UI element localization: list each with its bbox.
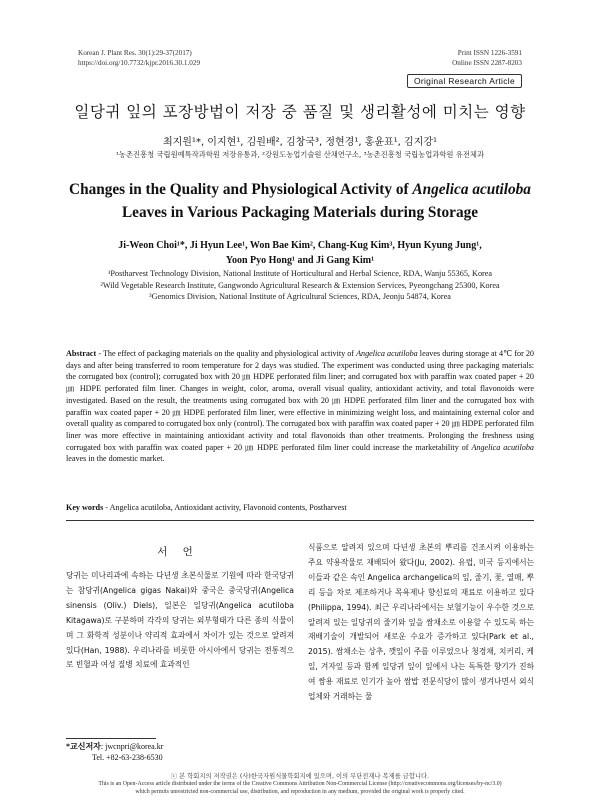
keywords-text: - Angelica acutiloba, Antioxidant activity, Flavonoid contents, Postharvest — [103, 503, 347, 512]
abstract-species: Angelica acutiloba — [356, 349, 418, 358]
keywords — [66, 502, 534, 514]
english-title — [60, 178, 540, 224]
introduction-left-column: 당귀는 미나리과에 속하는 다년생 초본식물로 기원에 따라 한국당귀는 참당귀(Angelica gigas Nakai)와 중국은 중국당귀(Angelica sinensis (Oliv.) Diels), 일본은 일당귀(Angelica acutiloba Kitagawa)로 구분하며 각각의 당귀는 외부형태가 다른 종의 식물이며 그 화학적 성분이나 약리적 효과에서 차이가 있는 것으로 알려져 있다(Han, 1988). 우리나라를 비롯한 아시아에서 당귀는 전통적으로 빈혈과 여성 질병 치료에 효과적인 — [66, 571, 294, 670]
journal-header — [78, 48, 200, 68]
affiliation-1: ¹Postharvest Technology Division, National Institute of Horticultural and Herbal Science, RDA, Wanju 55365, Korea — [107, 269, 493, 278]
license-line-2: which permits unrestricted non-commercial use, distribution, and reproduction in any medium, provided the original work is properly cited. — [135, 788, 465, 795]
abstract-text-1: - The effect of packaging materials on the quality and physiological activity of — [96, 349, 357, 358]
correspondence — [66, 741, 163, 763]
abstract — [66, 348, 534, 465]
correspondence-email[interactable]: : jwcnpri@korea.kr — [100, 742, 164, 751]
issn-header — [452, 48, 522, 68]
korean-title: 일당귀 잎의 포장방법이 저장 중 품질 및 생리활성에 미치는 영향 — [74, 103, 526, 121]
journal-citation: Korean J. Plant Res. 30(1):29-37(2017) — [78, 49, 192, 57]
correspondence-tel: Tel. +82-63-238-6530 — [92, 753, 163, 762]
article-type-badge: Original Research Article — [407, 74, 522, 88]
title-part-2: Leaves in Various Packaging Materials during Storage — [121, 204, 479, 221]
korean-affiliations: ¹농촌진흥청 국립원예특작과학원 저장유통과, ²강원도농업기술원 산채연구소, ³농촌진흥청 국립농업과학원 유전체과 — [116, 150, 484, 159]
keywords-label: Key words — [66, 503, 104, 512]
english-affiliations — [95, 268, 505, 303]
abstract-species-2: Angelica acutiloba — [471, 442, 534, 452]
korean-authors: 최지원¹*, 이지현¹, 김원배², 김창국³, 정현경¹, 홍윤표¹, 김지강¹ — [162, 137, 438, 148]
authors-line-2: Yoon Pyo Hong¹ and Ji Gang Kim¹ — [225, 255, 375, 266]
abstract-label: Abstract — [66, 349, 97, 358]
introduction-heading: 서 언 — [157, 546, 199, 558]
correspondence-label: *교신저자 — [66, 742, 101, 751]
title-species: Angelica acutiloba — [412, 181, 531, 198]
license-line-1: This is an Open-Access article distributed under the terms of the Creative Commons Attribution Non-Commercial License (http://creativecommons.org/licenses/by-nc/3.0) — [98, 781, 502, 787]
authors-line-1: Ji-Weon Choi¹*, Ji Hyun Lee¹, Won Bae Kim², Chang-Kug Kim³, Hyun Kyung Jung¹, — [118, 240, 482, 251]
copyright-notice: ⓒ 본 학회지의 저작권은 (사)한국자원식물학회지에 있으며, 이의 무단전재나 복제를 금합니다. — [170, 773, 430, 780]
section-divider — [66, 520, 534, 521]
license-notice — [40, 781, 560, 796]
doi-link[interactable]: https://doi.org/10.7732/kjpr.2016.30.1.029 — [78, 59, 201, 67]
footnote-divider — [66, 738, 156, 739]
introduction-right-column: 식품으로 알려져 있으며 다년생 초본의 뿌리를 건조시켜 이용하는 주요 약용작물로 재배되어 왔다(Ju, 2002). 유럽, 미국 등지에서는 이들과 같은 속인 Angelica archangelica의 잎, 줄기, 꽃, 열매, 뿌리 등을 차로 제조하거나 목욕제나 향신료의 재료로 이용하고 있다(Philippa, 1994). 최근 우리나라에서는 보혈기능이 우수한 것으로 알려져 있는 일당귀의 줄기와 잎을 쌈채소로 이용할 수 있도록 하는 재배기술이 개발되어 새로운 수요가 증가하고 있다(Park et al., 2015). 쌈채소는 상추, 깻잎이 주를 이루었으나 청경채, 치커리, 케일, 겨자잎 등과 함께 일당귀 잎이 잎에서 나는 독특한 향기가 진하여 쌈용 재료로 인기가 높아 쌈밥 전문식당이 많이 생겨나면서 외식업체와 거래하는 물 — [308, 543, 534, 702]
online-issn: Online ISSN 2287-8203 — [452, 59, 522, 67]
abstract-text-3: leaves in the domestic market. — [66, 454, 165, 464]
english-authors — [80, 238, 520, 268]
abstract-text-2: leaves during storage at 4℃ for 20 days and after being transferred to room temperature for 2 days was studied. The experiment was conducted using three packaging materials: the corrugated box (control); corrugated box with 20 ㎛ HDPE perforated film liner; and corrugated box with paraffin wax coated paper + 20 ㎛ HDPE perforated film liner. Changes in weight, color, aroma, overall visual quality, antioxidant activity, and total flavonoids were investigated. Based on the result, the treatments using corrugated box with 20 ㎛ HDPE perforated film liner and the corrugated box with paraffin wax coated paper + 20 ㎛ HDPE perforated film liner, were effective in minimizing weight loss, and maintaining external color and overall quality as compared to corrugated box only (control). The corrugated box with paraffin wax coated paper + 20 ㎛ HDPE perforated film liner was more effective in maintaining antioxidant activity and total flavonoids than other treatments. Prolonging the freshness using corrugated box with paraffin wax coated paper + 20 ㎛ HDPE perforated film liner could increase the marketability of — [66, 349, 534, 452]
title-part-1: Changes in the Quality and Physiological Activity of — [69, 181, 409, 198]
affiliation-2: ²Wild Vegetable Research Institute, Gangwondo Agricultural Research & Extension Services, Pyeongchang 25300, Korea — [100, 280, 500, 290]
affiliation-3: ³Genomics Division, National Institute of Agricultural Sciences, RDA, Jeonju 54874, Korea — [149, 292, 451, 301]
print-issn: Print ISSN 1226-3591 — [457, 49, 522, 57]
